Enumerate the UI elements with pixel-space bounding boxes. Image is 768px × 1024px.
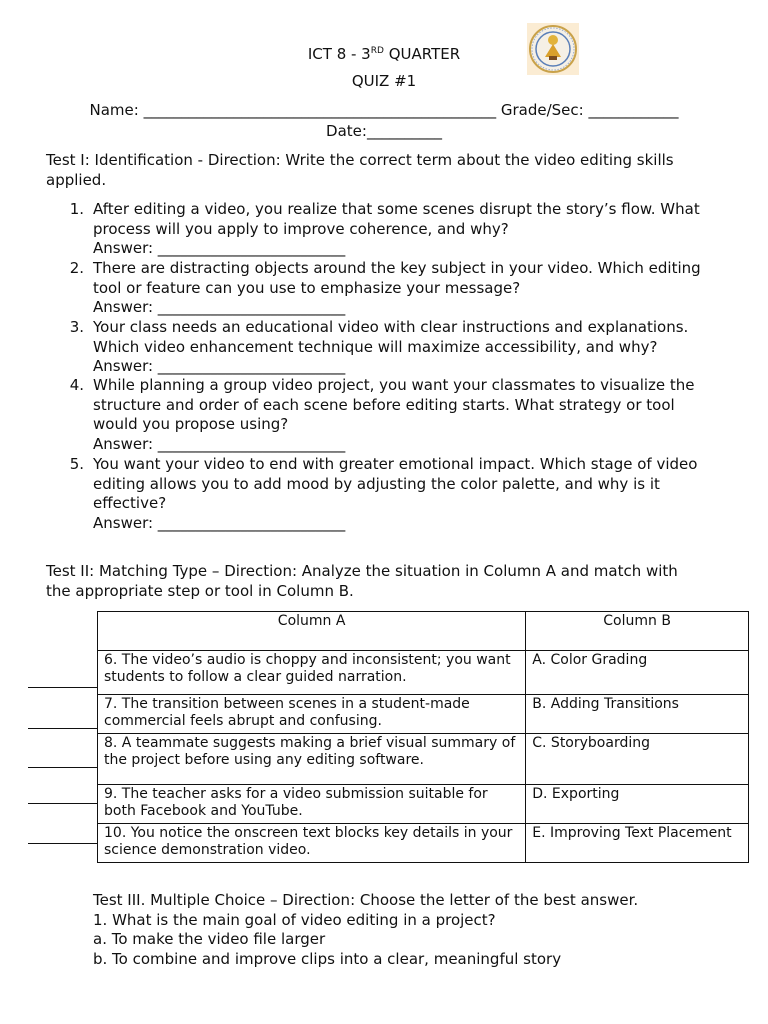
question-text <box>93 259 733 318</box>
test2-direction-line: Test II: Matching Type – Direction: Analyze the situation in Column A and match with <box>46 562 678 580</box>
question-line: While planning a group video project, you want your classmates to visualize the <box>93 376 695 394</box>
column-b-cell: B. Adding Transitions <box>526 695 749 734</box>
question-line: process will you apply to improve coherence, and why? <box>93 219 509 238</box>
answer-line[interactable]: Answer: _________________________ <box>93 513 346 532</box>
answer-line[interactable]: Answer: _________________________ <box>93 298 346 316</box>
column-b-cell: D. Exporting <box>526 785 749 824</box>
name-grade-line: Name: _______________________________________________ Grade/Sec: ____________ <box>89 101 679 119</box>
column-b-cell: E. Improving Text Placement <box>526 824 749 863</box>
question-line: Which video enhancement technique will maximize accessibility, and why? <box>93 337 658 356</box>
question-line: effective? <box>93 494 167 512</box>
question-text <box>93 318 733 377</box>
column-a-cell: 9. The teacher asks for a video submission suitable for both Facebook and YouTube. <box>98 785 526 824</box>
question-number: 2. <box>69 259 84 277</box>
matching-answer-blank[interactable] <box>28 687 97 688</box>
table-header-row <box>98 612 749 651</box>
matching-table <box>97 611 749 863</box>
test1-direction-line: applied. <box>46 170 107 189</box>
mc-option: a. To make the video file larger <box>93 930 326 948</box>
column-a-cell: 7. The transition between scenes in a student-made commercial feels abrupt and confusing. <box>98 695 526 734</box>
question-line: Your class needs an educational video with clear instructions and explanations. <box>93 318 689 336</box>
question-line: editing allows you to add mood by adjusting the color palette, and why is it <box>93 474 660 493</box>
answer-line[interactable]: Answer: _________________________ <box>93 434 346 453</box>
test1-direction <box>46 151 746 190</box>
table-row <box>98 734 749 785</box>
quiz-title: ICT 8 - 3RD QUARTER <box>307 45 461 63</box>
question-line: There are distracting objects around the key subject in your video. Which editing <box>93 259 701 277</box>
question-line: would you propose using? <box>93 415 289 433</box>
question-line: After editing a video, you realize that some scenes disrupt the story’s flow. What <box>93 200 700 218</box>
table-row <box>98 695 749 734</box>
column-a-cell: 10. You notice the onscreen text blocks key details in your science demonstration video. <box>98 824 526 863</box>
test3-direction: Test III. Multiple Choice – Direction: Choose the letter of the best answer. <box>93 891 639 909</box>
matching-answer-blank[interactable] <box>28 767 97 768</box>
question-text <box>93 376 733 454</box>
question-text <box>93 200 733 259</box>
answer-line[interactable]: Answer: _________________________ <box>93 357 346 375</box>
table-row <box>98 651 749 695</box>
matching-answer-blank[interactable] <box>28 843 97 844</box>
question-line: You want your video to end with greater emotional impact. Which stage of video <box>93 455 698 473</box>
test2-direction <box>46 562 746 601</box>
table-row <box>98 785 749 824</box>
column-a-header: Column A <box>98 612 526 651</box>
question-number: 4. <box>69 376 84 394</box>
question-line: tool or feature can you use to emphasize your message? <box>93 278 521 297</box>
column-b-header: Column B <box>526 612 749 651</box>
test3-section <box>93 891 753 969</box>
test1-direction-line: Test I: Identification - Direction: Write the correct term about the video editing skills <box>46 151 674 169</box>
table-row <box>98 824 749 863</box>
answer-line[interactable]: Answer: _________________________ <box>93 239 346 257</box>
test2-direction-line: the appropriate step or tool in Column B. <box>46 581 354 600</box>
date-line: Date:__________ <box>326 122 442 140</box>
question-number: 3. <box>69 318 84 336</box>
matching-answer-blank[interactable] <box>28 803 97 804</box>
question-number: 5. <box>69 455 84 473</box>
question-number: 1. <box>69 200 84 218</box>
question-line: structure and order of each scene before editing starts. What strategy or tool <box>93 395 675 414</box>
column-b-cell: C. Storyboarding <box>526 734 749 785</box>
mc-question: 1. What is the main goal of video editing in a project? <box>93 910 496 929</box>
mc-option: b. To combine and improve clips into a clear, meaningful story <box>93 949 562 968</box>
column-b-cell: A. Color Grading <box>526 651 749 695</box>
column-a-cell: 8. A teammate suggests making a brief visual summary of the project before using any editing software. <box>98 734 526 785</box>
column-a-cell: 6. The video’s audio is choppy and inconsistent; you want students to follow a clear guided narration. <box>98 651 526 695</box>
quiz-number: QUIZ #1 <box>351 72 417 90</box>
question-text <box>93 455 733 533</box>
matching-answer-blank[interactable] <box>28 728 97 729</box>
